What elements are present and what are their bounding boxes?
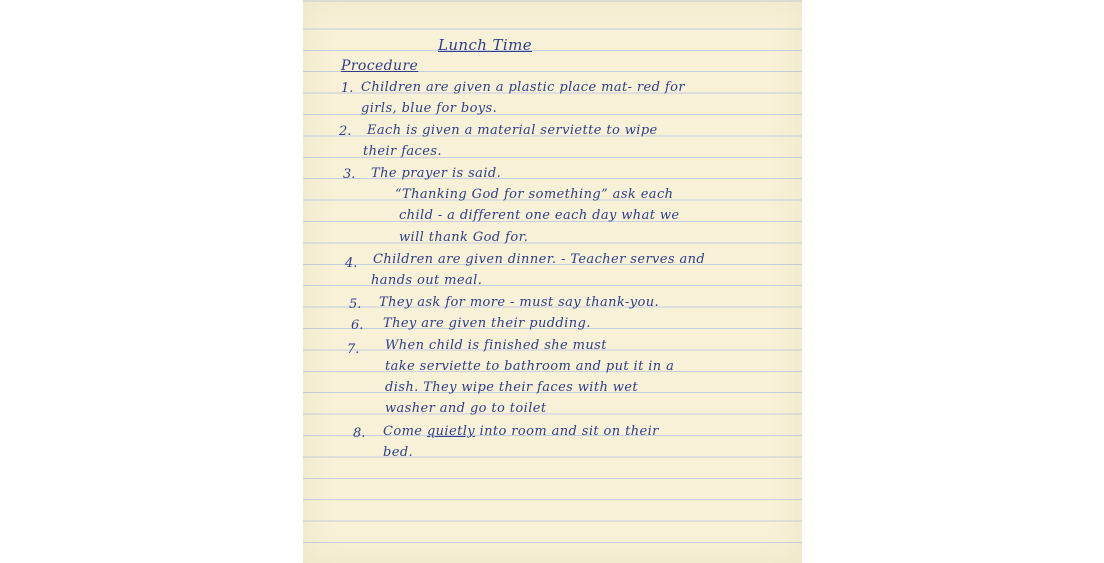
page-title: Lunch Time (438, 36, 533, 54)
item-line: child - a different one each day what we (399, 208, 680, 223)
underlined-word: quietly (426, 424, 476, 439)
item-number: 4. (345, 256, 358, 271)
item-number: 1. (341, 81, 354, 96)
section-heading: Procedure (341, 58, 419, 74)
item-line: washer and go to toilet (385, 401, 547, 416)
item-line: They ask for more - must say thank-you. (379, 295, 660, 310)
item-number: 5. (349, 297, 362, 312)
item-line: their faces. (363, 144, 442, 159)
item-line: will thank God for. (399, 230, 529, 245)
item-line: take serviette to bathroom and put it in a (385, 359, 675, 374)
item-line: bed. (383, 445, 414, 460)
item-number: 3. (343, 167, 356, 182)
item-line: Come quietly into room and sit on their (383, 424, 659, 439)
item-number: 6. (351, 318, 364, 333)
item-number: 8. (353, 426, 366, 441)
item-line: hands out meal. (371, 273, 483, 288)
notebook-page (303, 0, 802, 563)
item-line: Each is given a material serviette to wipe (367, 123, 658, 138)
item-line: girls, blue for boys. (361, 101, 498, 116)
item-line: Children are given a plastic place mat- red for (361, 80, 685, 95)
item-line: They are given their pudding. (383, 316, 591, 331)
item-line: When child is finished she must (385, 338, 607, 353)
item-number: 7. (347, 342, 360, 357)
item-line: dish. They wipe their faces with wet (385, 380, 639, 395)
item-number: 2. (339, 124, 352, 139)
item-line: Children are given dinner. - Teacher serves and (373, 252, 706, 267)
item-line: “Thanking God for something” ask each (395, 187, 674, 202)
item-line: The prayer is said. (371, 166, 502, 181)
